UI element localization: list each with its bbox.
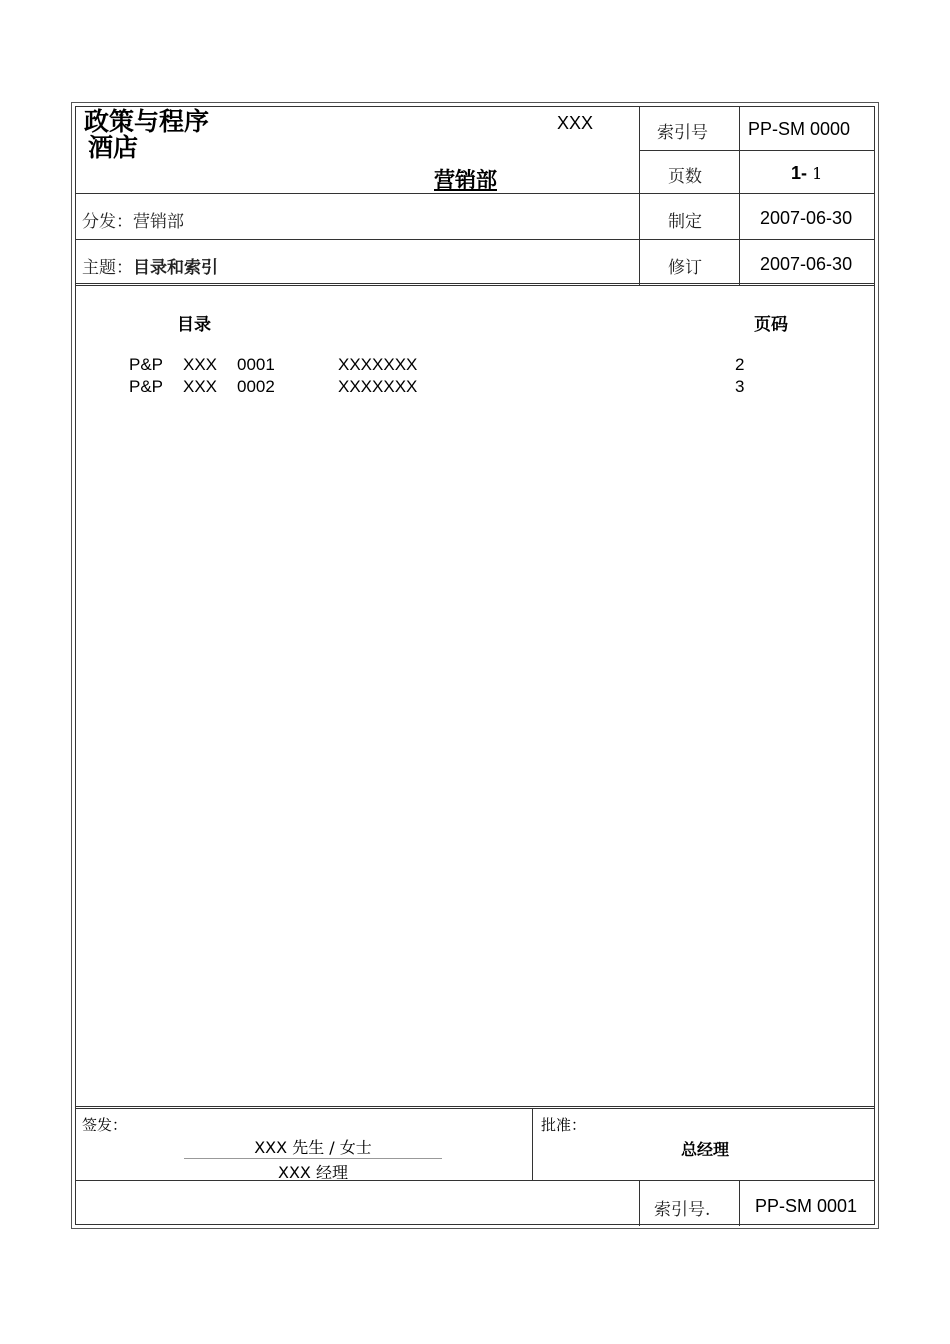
toc-code: XXX (183, 377, 218, 396)
revised-label: 修订 (668, 258, 702, 278)
rule-index-pages (639, 150, 874, 151)
toc-prefix: P&P (129, 355, 164, 374)
established-label: 制定 (668, 212, 702, 232)
document-frame (71, 102, 879, 1229)
issued-title: XXX 经理 (278, 1163, 348, 1182)
toc-number: 0001 (237, 355, 275, 374)
approved-label: 批准： (541, 1116, 587, 1134)
hotel-code: XXX (557, 113, 594, 133)
page-number-heading: 页码 (754, 315, 788, 335)
rule-content-bottom (76, 1106, 874, 1109)
col-divider-signature (532, 1108, 533, 1180)
footer-index-label: 索引号. (654, 1200, 711, 1220)
toc-title: XXXXXXX (338, 377, 418, 396)
toc-page: 2 (735, 355, 745, 374)
rule-row2-bottom (76, 283, 874, 286)
toc-heading: 目录 (177, 315, 211, 335)
col-divider-footer-2 (739, 1181, 740, 1226)
footer-index-value: PP-SM 0001 (755, 1196, 858, 1216)
issued-label: 签发： (82, 1116, 128, 1134)
revised-date: 2007-06-30 (760, 254, 853, 274)
toc-entry (129, 354, 418, 376)
pages-value: 1- 1 (791, 163, 823, 183)
toc-title: XXXXXXX (338, 355, 418, 374)
toc-entry (129, 376, 418, 398)
col-divider-2 (739, 107, 740, 285)
index-label: 索引号 (657, 123, 708, 143)
col-divider-1 (639, 107, 640, 285)
rule-row1-bottom (76, 239, 874, 240)
pages-label: 页数 (668, 167, 702, 187)
subject-label: 主题：目录和索引 (82, 258, 218, 278)
title-line2: 酒店 (88, 133, 139, 162)
index-value: PP-SM 0000 (748, 119, 851, 139)
title-line1: 政策与程序 (84, 107, 210, 136)
document-body (75, 106, 875, 1225)
department-title: 营销部 (434, 168, 497, 192)
established-date: 2007-06-30 (760, 208, 853, 228)
toc-code: XXX (183, 355, 218, 374)
approved-by: 总经理 (681, 1140, 730, 1159)
distribution-label: 分发：营销部 (82, 212, 184, 232)
col-divider-footer-1 (639, 1181, 640, 1226)
toc-prefix: P&P (129, 377, 164, 396)
toc-page: 3 (735, 377, 745, 396)
toc-number: 0002 (237, 377, 275, 396)
issued-name: XXX 先生 / 女士 (184, 1135, 442, 1159)
